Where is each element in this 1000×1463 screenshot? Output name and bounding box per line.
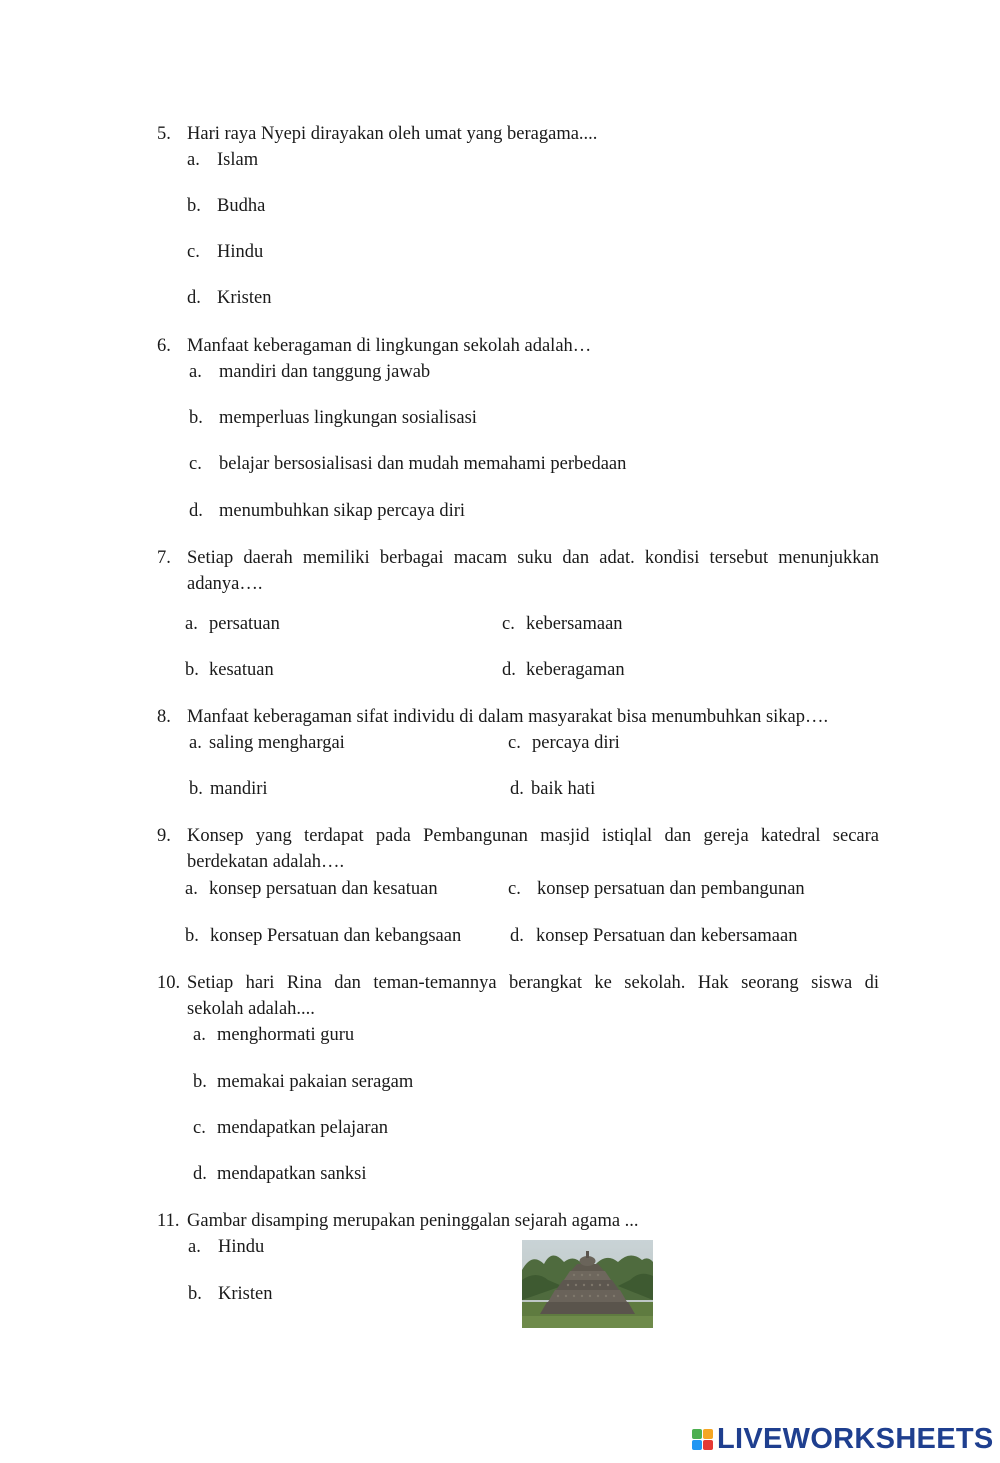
option-text: persatuan	[209, 614, 280, 634]
question-number: 9.	[157, 826, 171, 846]
question-text-line: Setiap hari Rina dan teman-temannya berangkat ke sekolah. Hak seorang siswa di	[187, 973, 879, 993]
temple-photo	[522, 1240, 653, 1328]
option-text: Budha	[217, 196, 266, 216]
option-c[interactable]	[187, 240, 263, 264]
option-text: menghormati guru	[217, 1025, 355, 1045]
option-letter: c.	[502, 614, 515, 634]
question-text	[187, 545, 879, 597]
option-d[interactable]	[510, 924, 797, 948]
option-letter: a.	[188, 1237, 201, 1257]
option-letter: a.	[189, 362, 202, 382]
option-b[interactable]	[189, 406, 477, 430]
option-letter: b.	[188, 1284, 202, 1304]
logo-text: LIVEWORKSHEETS	[717, 1422, 994, 1455]
option-letter: d.	[510, 779, 524, 799]
question-text	[187, 970, 879, 1022]
question-text: Manfaat keberagaman sifat individu di dalam masyarakat bisa menumbuhkan sikap….	[187, 707, 829, 727]
option-letter: d.	[510, 926, 524, 946]
question-text: Hari raya Nyepi dirayakan oleh umat yang beragama....	[187, 124, 598, 144]
option-a[interactable]	[187, 148, 258, 172]
option-d[interactable]	[193, 1162, 367, 1186]
option-letter: c.	[193, 1118, 206, 1138]
option-text: memakai pakaian seragam	[217, 1072, 414, 1092]
option-a[interactable]	[189, 360, 430, 384]
option-text: konsep Persatuan dan kebangsaan	[210, 926, 462, 946]
option-letter: b.	[189, 779, 203, 799]
option-letter: b.	[185, 660, 199, 680]
option-letter: d.	[189, 501, 203, 521]
option-a[interactable]	[185, 877, 438, 901]
question-number: 6.	[157, 336, 171, 356]
option-c[interactable]	[193, 1116, 388, 1140]
option-c[interactable]	[508, 877, 805, 901]
option-letter: a.	[185, 614, 198, 634]
option-text: menumbuhkan sikap percaya diri	[219, 501, 466, 521]
question-text-line: berdekatan adalah….	[187, 852, 345, 872]
question-text	[187, 823, 879, 875]
option-c[interactable]	[189, 452, 626, 476]
question-text-line: Konsep yang terdapat pada Pembangunan masjid istiqlal dan gereja katedral secara	[187, 826, 879, 846]
question-text: Gambar disamping merupakan peninggalan sejarah agama ...	[187, 1211, 639, 1231]
option-b[interactable]	[185, 658, 274, 682]
option-a[interactable]	[185, 612, 280, 636]
logo-square	[692, 1429, 702, 1439]
option-text: Kristen	[218, 1284, 273, 1304]
option-letter: c.	[508, 733, 521, 753]
option-text: kesatuan	[209, 660, 274, 680]
logo-square	[692, 1440, 702, 1450]
option-letter: a.	[187, 150, 200, 170]
option-letter: a.	[189, 733, 202, 753]
option-b[interactable]	[193, 1070, 413, 1094]
option-text: konsep Persatuan dan kebersamaan	[536, 926, 798, 946]
question-text-line: sekolah adalah....	[187, 999, 315, 1019]
question-text-line: Setiap daerah memiliki berbagai macam suku dan adat. kondisi tersebut menunjukkan	[187, 548, 879, 568]
question-number: 8.	[157, 707, 171, 727]
option-text: konsep persatuan dan kesatuan	[209, 879, 438, 899]
logo-square	[703, 1429, 713, 1439]
logo-square	[703, 1440, 713, 1450]
option-text: Kristen	[217, 288, 272, 308]
option-letter: a.	[193, 1025, 206, 1045]
option-text: belajar bersosialisasi dan mudah memahami perbedaan	[219, 454, 627, 474]
option-text: Islam	[217, 150, 259, 170]
option-d[interactable]	[502, 658, 625, 682]
option-b[interactable]	[189, 777, 268, 801]
option-a[interactable]	[189, 731, 345, 755]
question-number: 5.	[157, 124, 171, 144]
option-c[interactable]	[502, 612, 623, 636]
liveworksheets-logo[interactable]	[692, 1424, 994, 1454]
option-b[interactable]	[185, 924, 461, 948]
option-text: memperluas lingkungan sosialisasi	[219, 408, 477, 428]
option-a[interactable]	[193, 1023, 354, 1047]
question-text-line: adanya….	[187, 574, 263, 594]
option-letter: c.	[508, 879, 521, 899]
liveworksheets-logo-icon	[692, 1429, 713, 1450]
question-number: 7.	[157, 548, 171, 568]
option-letter: b.	[187, 196, 201, 216]
question-number: 11.	[157, 1211, 180, 1231]
question-number: 10.	[157, 973, 181, 993]
option-b[interactable]	[188, 1282, 272, 1306]
option-text: mendapatkan pelajaran	[217, 1118, 389, 1138]
question-text: Manfaat keberagaman di lingkungan sekolah adalah…	[187, 336, 592, 356]
option-letter: b.	[185, 926, 199, 946]
option-text: mendapatkan sanksi	[217, 1164, 367, 1184]
option-text: kebersamaan	[526, 614, 623, 634]
option-letter: a.	[185, 879, 198, 899]
option-text: saling menghargai	[209, 733, 345, 753]
option-letter: c.	[187, 242, 200, 262]
option-c[interactable]	[508, 731, 620, 755]
option-letter: c.	[189, 454, 202, 474]
option-letter: d.	[502, 660, 516, 680]
option-b[interactable]	[187, 194, 265, 218]
option-d[interactable]	[187, 286, 271, 310]
option-text: keberagaman	[526, 660, 625, 680]
option-text: Hindu	[217, 242, 264, 262]
option-d[interactable]	[510, 777, 595, 801]
option-text: mandiri	[210, 779, 268, 799]
option-letter: b.	[193, 1072, 207, 1092]
option-text: percaya diri	[532, 733, 620, 753]
option-text: konsep persatuan dan pembangunan	[537, 879, 805, 899]
option-letter: d.	[193, 1164, 207, 1184]
option-letter: b.	[189, 408, 203, 428]
option-letter: d.	[187, 288, 201, 308]
option-text: Hindu	[218, 1237, 265, 1257]
option-d[interactable]	[189, 499, 465, 523]
option-text: mandiri dan tanggung jawab	[219, 362, 431, 382]
option-text: baik hati	[531, 779, 596, 799]
option-a[interactable]	[188, 1235, 264, 1259]
